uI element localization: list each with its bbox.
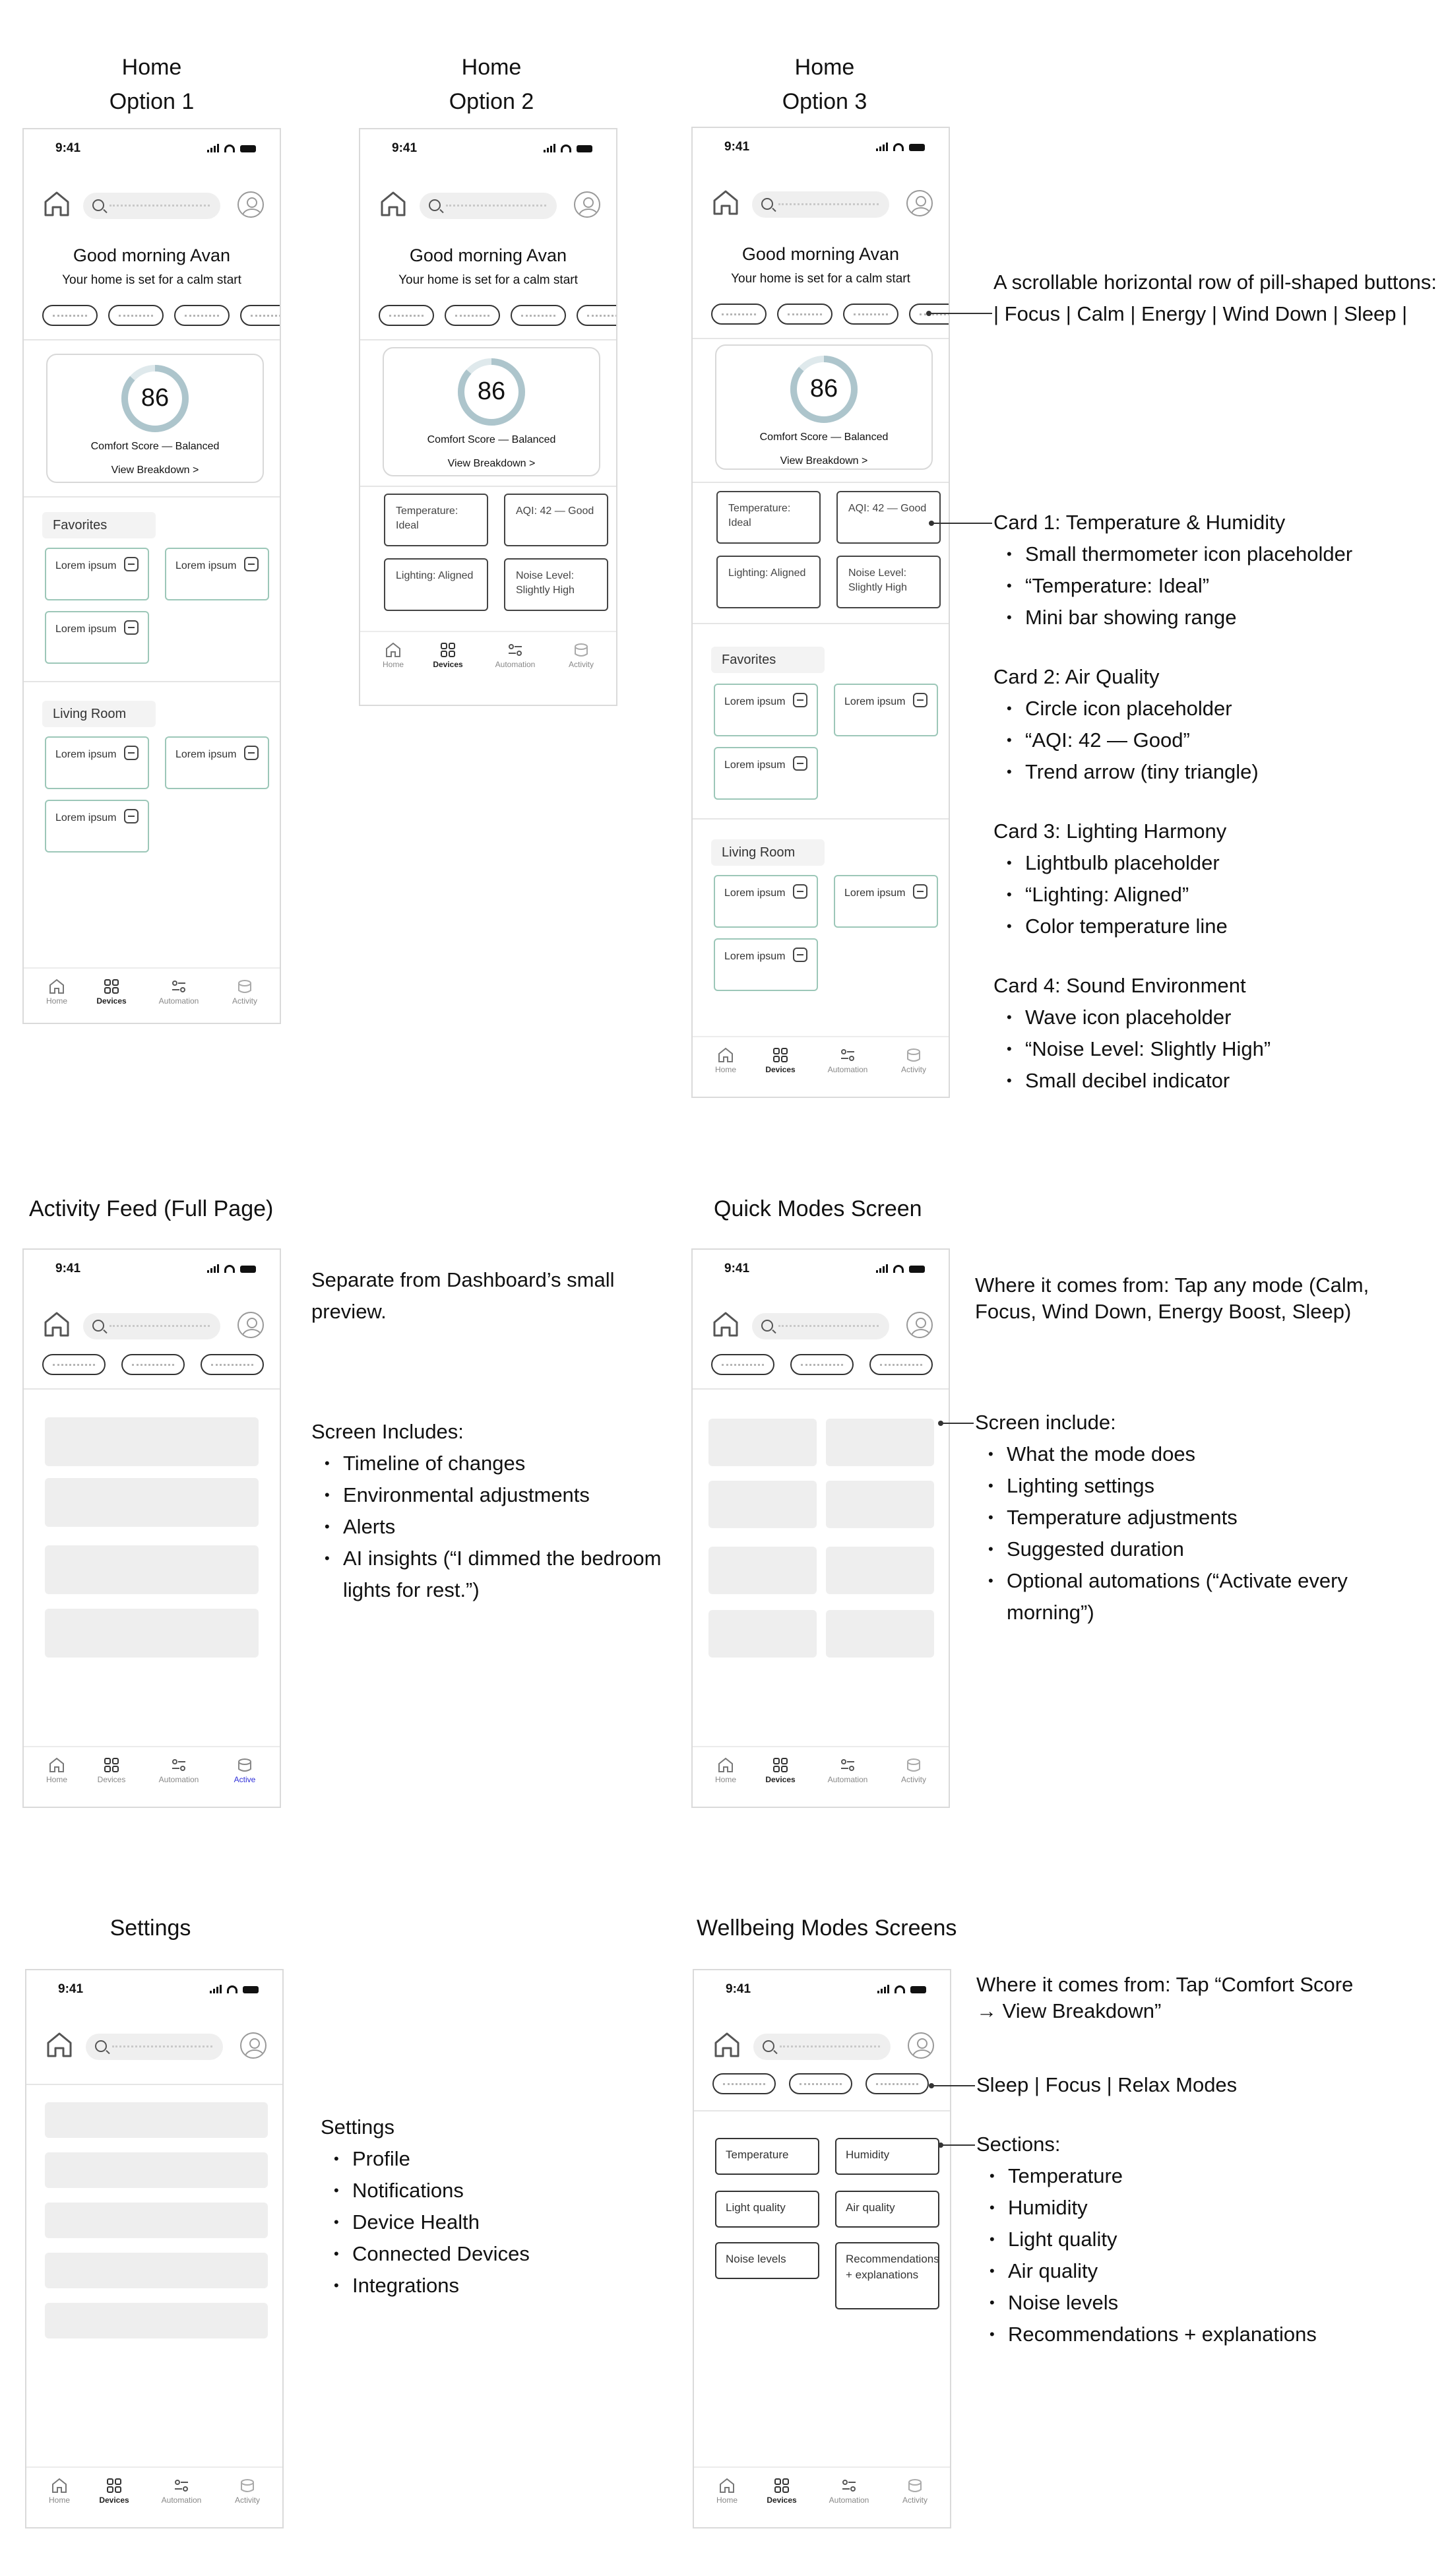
mode-pills-row[interactable] [42,305,281,326]
search-icon [761,198,773,210]
tab-devices[interactable]: Devices [751,1037,810,1074]
tab-automation[interactable]: Automation [819,2468,879,2505]
mode-pill[interactable] [712,2073,776,2094]
subtitle: Your home is set for a calm start [731,272,910,286]
device-icon [124,557,139,571]
view-breakdown-link[interactable]: View Breakdown > [780,455,868,467]
signal-icon [876,1264,888,1273]
phone-activity-feed [22,1248,281,1808]
quick-modes-from-note: Where it comes from: Tap any mode (Calm, Focus, Wind Down, Energy Boost, Sleep) [975,1273,1369,1323]
device-card[interactable]: Lorem ipsum [45,548,149,600]
mode-pills-row[interactable] [711,1354,933,1375]
wellbeing-mode-pills[interactable] [712,2073,929,2094]
comfort-score-card[interactable] [383,347,600,476]
activity-includes-note: Screen Includes: • Timeline of changes • Environmental adjustments • Alerts • AI insights (“I dimmed the bedroom lights for rest.”) [311,1416,694,1606]
search-input[interactable] [420,193,557,219]
mode-tile[interactable] [826,1481,934,1528]
device-icon [793,948,807,962]
wifi-icon [561,145,571,152]
phone-home-option1 [22,128,281,1024]
wifi-icon [893,143,904,151]
tab-home[interactable]: Home [363,632,423,669]
search-icon [761,1320,773,1332]
device-card[interactable]: Lorem ipsum [714,747,818,800]
mode-pill[interactable] [777,304,833,325]
activity-tab-icon [236,1756,253,1774]
home-icon[interactable] [711,187,740,216]
mode-pill[interactable] [843,304,898,325]
wellbeing-from-note: Where it comes from: Tap “Comfort Score → View Breakdown” [976,1973,1354,2022]
comfort-score-card[interactable] [715,344,933,470]
device-card[interactable]: Lorem ipsum [45,736,149,789]
devices-tab-icon [772,1756,789,1774]
automation-tab-icon [173,2477,190,2494]
device-icon [913,693,927,707]
device-icon [793,693,807,707]
comfort-score-label: Comfort Score — Balanced [90,441,220,452]
device-icon [793,756,807,771]
battery-icon [909,144,925,151]
greeting: Good morning Avan [409,245,567,265]
devices-tab-icon [772,1046,789,1064]
section-humidity[interactable]: Humidity [835,2138,939,2175]
tab-automation[interactable]: Automation [818,1747,877,1784]
device-card[interactable]: Lorem ipsum [834,875,938,928]
home-tab-icon [51,2477,68,2494]
status-time: 9:41 [55,141,81,155]
activity-separate-note: Separate from Dashboard’s small preview. [311,1268,615,1323]
device-icon [124,809,139,823]
tab-bar [26,2466,282,2525]
phone-wellbeing-modes [693,1969,951,2528]
wifi-icon [893,1265,904,1273]
activity-tab-icon [905,1046,922,1064]
status-bar: 9:41 [24,1250,280,1287]
quick-modes-title: Quick Modes Screen [714,1196,922,1221]
comfort-score-value: 86 [809,375,838,402]
tab-activity[interactable]: Activity [884,1747,943,1784]
section-noise-levels[interactable]: Noise levels [715,2242,819,2279]
favorites-label: Favorites [42,512,156,538]
tab-home[interactable]: Home [697,2468,757,2505]
settings-title: Settings [110,1916,191,1941]
status-bar: 9:41 [694,1970,950,2007]
avatar[interactable] [574,191,600,218]
devices-tab-icon [439,641,456,659]
home-option1-title: Home Option 1 [109,55,195,114]
comfort-score-value: 86 [141,384,170,412]
device-icon [244,557,259,571]
signal-icon [544,144,555,152]
signal-icon [210,1985,222,1993]
home-icon[interactable] [42,189,71,218]
tab-activity[interactable]: Activity [551,632,611,669]
tab-devices[interactable]: Devices [751,1747,810,1784]
greeting: Good morning Avan [741,244,900,264]
metric-card-air-quality[interactable]: AQI: 42 — Good [836,491,941,544]
automation-tab-icon [170,978,187,995]
settings-row[interactable] [45,2303,268,2338]
tab-devices[interactable]: Devices [752,2468,811,2505]
metric-card-noise[interactable]: Noise Level: Slightly High [504,558,608,611]
activity-feed-item[interactable] [45,1545,259,1594]
phone-home-option2 [359,128,617,706]
tab-home[interactable]: Home [27,1747,86,1784]
tab-devices[interactable]: Devices [82,1747,141,1784]
cards-annotation: Card 1: Temperature & Humidity • Small thermometer icon placeholder • “Temperature: Ideal” • Mini bar showing range Card 2: Air Quality • Circle icon placeholder • “AQI: 42 — Good” • Trend arrow (tiny triangle) Card 3: Lighting Harmony • Lightbulb placeholder • “Lighting: Aligned” • Color temperature line Card 4: Sound Environment • Wave icon placeholder • “Noise Level: Slightly High” • Small decibel indicator [993,507,1416,1097]
mode-pill[interactable] [240,305,281,326]
home-icon[interactable] [45,2030,74,2059]
tab-automation[interactable]: Automation [149,1747,208,1784]
devices-tab-icon [106,2477,123,2494]
search-icon [763,2040,774,2052]
tab-devices[interactable]: Devices [418,632,478,669]
device-icon [793,884,807,899]
device-card[interactable]: Lorem ipsum [714,875,818,928]
quick-modes-includes-note: Screen include: • What the mode does • Lighting settings • Temperature adjustments • Suggested duration • Optional automations (“Activate every morning”) [975,1407,1410,1628]
wellbeing-modes-leader-line [931,2085,975,2086]
settings-list-note: Settings • Profile • Notifications • Device Health • Connected Devices • Integrations [321,2111,637,2302]
mode-tile[interactable] [708,1610,817,1658]
pills-leader-line [929,313,992,314]
automation-tab-icon [839,1756,856,1774]
search-icon [92,1320,104,1332]
search-icon [92,199,104,211]
filter-pills-row[interactable] [42,1354,264,1375]
device-card[interactable]: Lorem ipsum [165,548,269,600]
comfort-score-label: Comfort Score — Balanced [759,432,889,443]
avatar[interactable] [237,1312,264,1338]
mode-tile[interactable] [826,1419,934,1466]
signal-icon [876,143,888,151]
mode-pill[interactable] [445,305,500,326]
automation-tab-icon [840,2477,858,2494]
search-input[interactable] [752,191,889,218]
tab-automation[interactable]: Automation [149,969,208,1006]
tab-home[interactable]: Home [30,2468,89,2505]
wellbeing-sections-leader-line [941,2144,975,2146]
wifi-icon [895,1985,905,1993]
automation-tab-icon [170,1756,187,1774]
tab-automation[interactable]: Automation [152,2468,211,2505]
mode-tile[interactable] [708,1419,817,1466]
mode-pill[interactable] [865,2073,929,2094]
home-option2-title: Home Option 2 [449,55,534,114]
tab-active[interactable]: Active [215,1747,274,1784]
home-icon[interactable] [711,1309,740,1338]
phone-quick-modes [691,1248,950,1808]
tab-bar [694,2466,950,2525]
quick-modes-leader-line [941,1423,974,1424]
mode-pill[interactable] [789,2073,852,2094]
settings-row[interactable] [45,2253,268,2288]
tab-activity[interactable]: Activity [885,2468,945,2505]
tab-bar [360,631,616,689]
devices-tab-icon [773,2477,790,2494]
filter-pill[interactable] [42,1354,106,1375]
activity-tab-icon [905,1756,922,1774]
home-tab-icon [48,1756,65,1774]
mode-pill[interactable] [511,305,566,326]
activity-feed-title: Activity Feed (Full Page) [29,1196,274,1221]
living-room-label: Living Room [711,839,825,866]
mode-pill[interactable] [577,305,617,326]
avatar[interactable] [906,1312,933,1338]
wifi-icon [224,145,235,152]
search-input[interactable] [752,1313,889,1339]
phone-home-option3 [691,127,950,1098]
tab-bar [693,1746,949,1804]
status-bar: 9:41 [26,1970,282,2007]
mode-pill[interactable] [711,304,767,325]
tab-activity[interactable]: Activity [215,969,274,1006]
device-icon [124,746,139,760]
metric-card-noise[interactable]: Noise Level: Slightly High [836,556,941,608]
device-card[interactable]: Lorem ipsum [714,938,818,991]
tab-devices[interactable]: Devices [84,2468,144,2505]
avatar[interactable] [906,190,933,216]
view-breakdown-link[interactable]: View Breakdown > [447,458,536,469]
subtitle: Your home is set for a calm start [62,273,241,287]
battery-icon [243,1986,259,1993]
home-option3-title: Home Option 3 [782,55,867,114]
activity-tab-icon [906,2477,924,2494]
mode-pill[interactable] [174,305,230,326]
devices-tab-icon [103,1756,120,1774]
battery-icon [240,145,256,152]
activity-feed-item[interactable] [45,1417,259,1466]
filter-pill[interactable] [201,1354,264,1375]
status-bar: 9:41 [693,1250,949,1287]
search-input[interactable] [83,193,220,219]
search-icon [429,199,441,211]
device-card[interactable]: Lorem ipsum [45,800,149,853]
settings-row[interactable] [45,2203,268,2238]
mode-pill[interactable] [711,1354,774,1375]
home-tab-icon [718,2477,736,2494]
wifi-icon [227,1985,237,1993]
tab-bar [24,967,280,1024]
avatar[interactable] [237,191,264,218]
home-tab-icon [717,1046,734,1064]
status-bar [24,129,280,166]
greeting: Good morning Avan [73,245,231,265]
phone-settings [25,1969,284,2528]
metric-card-lighting[interactable]: Lighting: Aligned [716,556,821,608]
mode-pills-row[interactable] [711,304,950,325]
comfort-score-label: Comfort Score — Balanced [427,434,556,445]
home-tab-icon [717,1756,734,1774]
home-icon[interactable] [42,1309,71,1338]
mode-pill[interactable] [379,305,434,326]
home-tab-icon [48,978,65,995]
metric-card-temperature[interactable]: Temperature: Ideal [716,491,821,544]
activity-feed-item[interactable] [45,1609,259,1658]
section-light-quality[interactable]: Light quality [715,2191,819,2228]
devices-tab-icon [103,978,120,995]
tab-automation[interactable]: Automation [486,632,545,669]
pills-annotation: A scrollable horizontal row of pill-shaped buttons: | Focus | Calm | Energy | Wind Down | Sleep | [993,271,1437,325]
battery-icon [909,1266,925,1273]
device-card[interactable]: Lorem ipsum [834,684,938,736]
automation-tab-icon [839,1046,856,1064]
cards-leader-line [931,523,992,524]
battery-icon [577,145,592,152]
signal-icon [877,1985,889,1993]
automation-tab-icon [507,641,524,659]
wellbeing-modes-note: Sleep | Focus | Relax Modes [976,2073,1238,2096]
signal-icon [207,144,219,152]
mode-pill[interactable] [790,1354,854,1375]
tab-home[interactable]: Home [27,969,86,1006]
mode-pill[interactable] [869,1354,933,1375]
search-input[interactable] [86,2034,223,2060]
device-icon [913,884,927,899]
home-icon[interactable] [379,189,408,218]
device-icon [244,746,259,760]
settings-row[interactable] [45,2102,268,2138]
activity-tab-icon [239,2477,256,2494]
mode-tile[interactable] [708,1547,817,1594]
subtitle: Your home is set for a calm start [398,273,578,287]
section-air-quality[interactable]: Air quality [835,2191,939,2228]
device-card[interactable]: Lorem ipsum [165,736,269,789]
home-tab-icon [385,641,402,659]
mode-tile[interactable] [708,1481,817,1528]
avatar[interactable] [908,2032,934,2059]
tab-activity[interactable]: Activity [218,2468,277,2505]
metric-card-lighting[interactable]: Lighting: Aligned [384,558,488,611]
filter-pill[interactable] [121,1354,185,1375]
home-icon[interactable] [712,2030,741,2059]
wellbeing-modes-title: Wellbeing Modes Screens [697,1916,957,1941]
wellbeing-sections-note: Sections: • Temperature • Humidity • Light quality • Air quality • Noise levels • Recommendations + explanations [976,2129,1412,2350]
view-breakdown-link[interactable]: View Breakdown > [111,465,199,476]
avatar[interactable] [240,2032,267,2059]
section-temperature[interactable]: Temperature [715,2138,819,2175]
tab-automation[interactable]: Automation [818,1037,877,1074]
activity-tab-icon [236,978,253,995]
mode-pill[interactable] [108,305,164,326]
metric-card-air-quality[interactable]: AQI: 42 — Good [504,494,608,546]
status-bar: 9:41 [360,129,616,166]
tab-home[interactable]: Home [696,1747,755,1784]
device-card[interactable]: Lorem ipsum [45,611,149,664]
mode-tile[interactable] [826,1610,934,1658]
mode-pill[interactable] [42,305,98,326]
search-input[interactable] [83,1313,220,1339]
battery-icon [910,1986,926,1993]
activity-tab-icon [573,641,590,659]
tab-devices[interactable]: Devices [82,969,141,1006]
tab-bar [693,1036,949,1094]
favorites-label: Favorites [711,647,825,673]
wifi-icon [224,1265,235,1273]
metric-card-temperature[interactable]: Temperature: Ideal [384,494,488,546]
device-icon [124,620,139,635]
tab-activity[interactable]: Activity [884,1037,943,1074]
tab-bar [24,1746,280,1804]
tab-home[interactable]: Home [696,1037,755,1074]
search-icon [95,2040,107,2052]
mode-pills-row[interactable] [379,305,617,326]
living-room-label: Living Room [42,701,156,727]
section-recommendations[interactable]: Recommendations + explanations [835,2242,939,2309]
status-bar: 9:41 [693,128,949,165]
comfort-score-card[interactable] [46,354,264,483]
settings-row[interactable] [45,2152,268,2188]
mode-tile[interactable] [826,1547,934,1594]
signal-icon [207,1264,219,1273]
battery-icon [240,1266,256,1273]
activity-feed-item[interactable] [45,1478,259,1527]
search-input[interactable] [753,2034,891,2060]
device-card[interactable]: Lorem ipsum [714,684,818,736]
comfort-score-value: 86 [477,377,506,405]
